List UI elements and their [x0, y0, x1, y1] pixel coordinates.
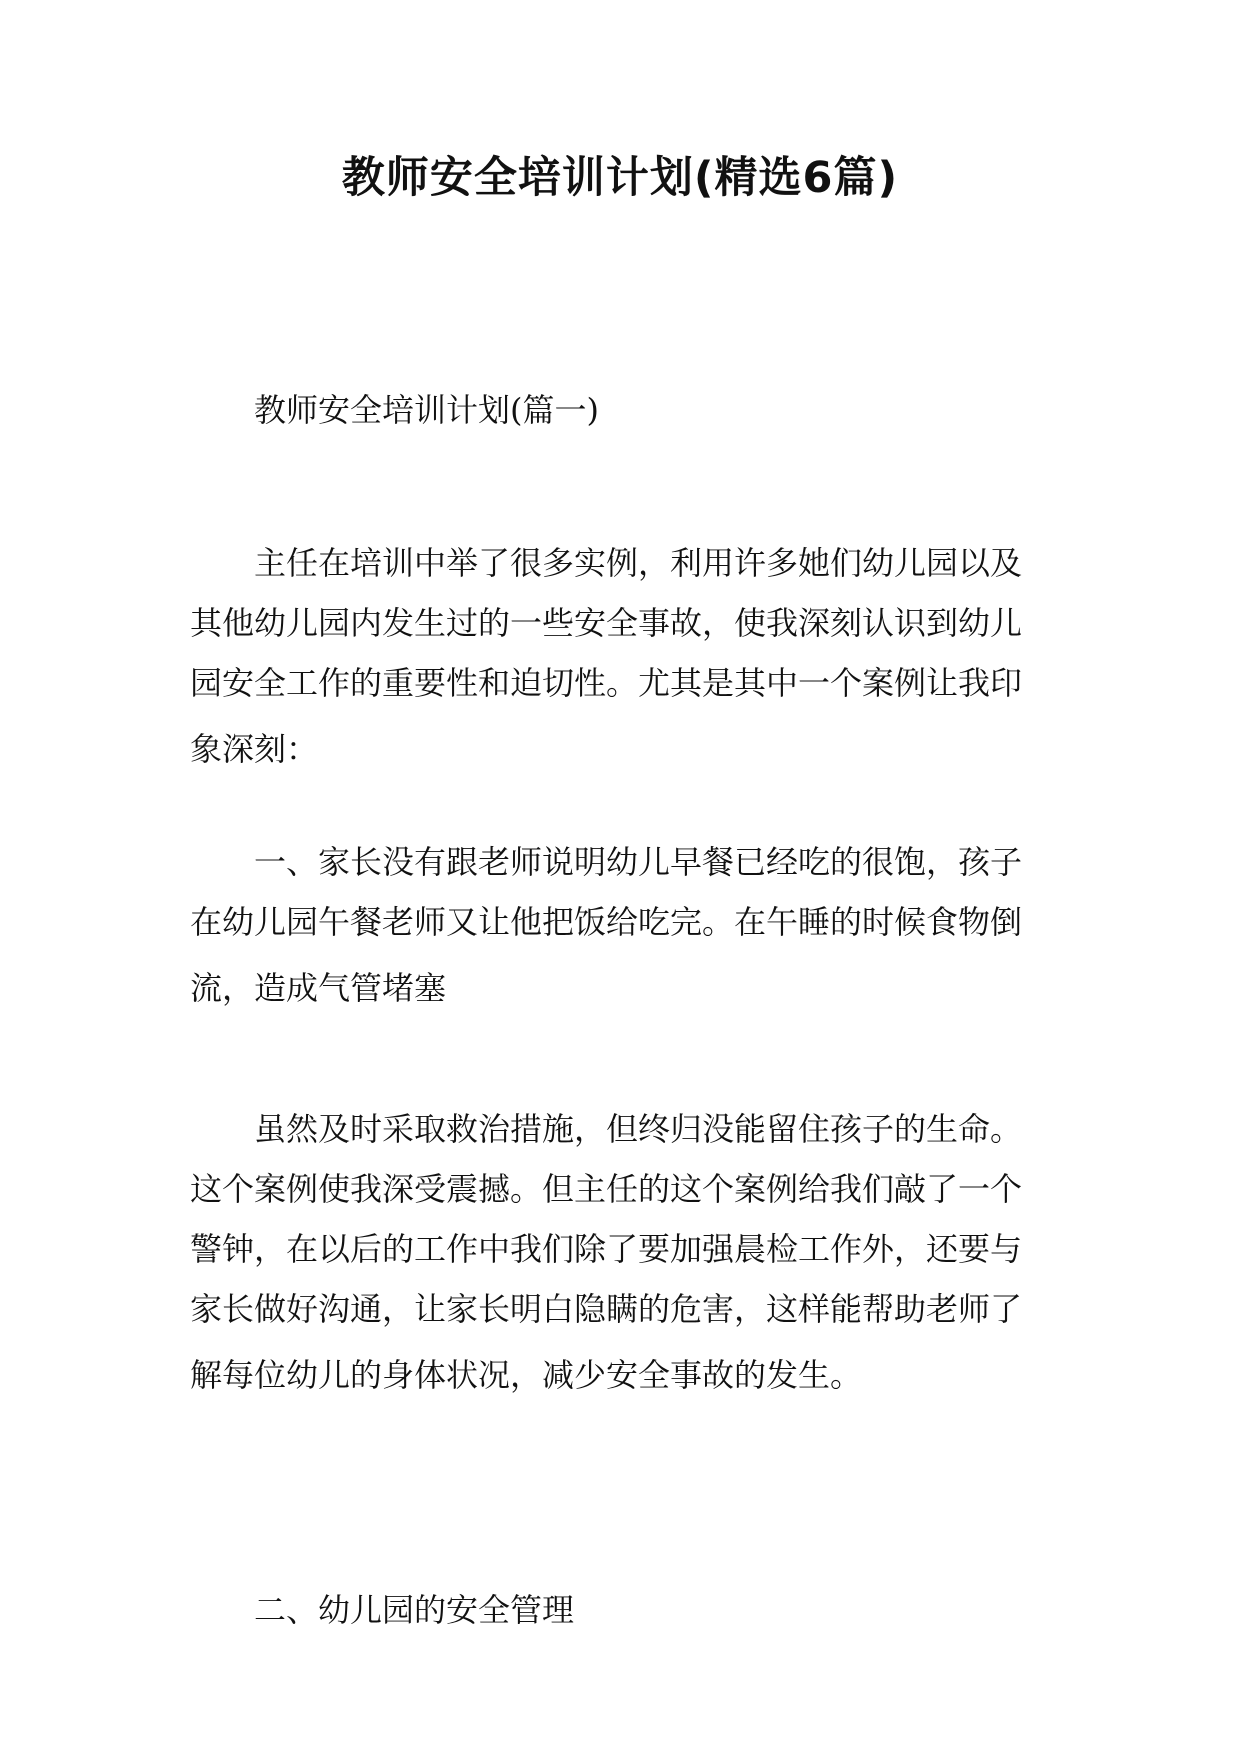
paragraph-3-line-5: 解每位幼儿的身体状况，减少安全事故的发生。 — [190, 1356, 863, 1394]
document-title: 教师安全培训计划(精选6篇) — [341, 153, 899, 203]
paragraph-3-line-2: 这个案例使我深受震撼。但主任的这个案例给我们敲了一个 — [190, 1170, 1023, 1208]
paragraph-3-line-1: 虽然及时采取救治措施，但终归没能留住孩子的生命。 — [254, 1110, 1023, 1148]
paragraph-1-line-4: 象深刻： — [190, 730, 319, 768]
paragraph-2-line-2: 在幼儿园午餐老师又让他把饭给吃完。在午睡的时候食物倒 — [190, 903, 1023, 941]
paragraph-1-line-1: 主任在培训中举了很多实例，利用许多她们幼儿园以及 — [254, 544, 1023, 582]
paragraph-3 — [190, 1099, 1050, 1405]
paragraph-2-line-1: 一、家长没有跟老师说明幼儿早餐已经吃的很饱，孩子 — [254, 843, 1023, 881]
paragraph-3-line-3: 警钟，在以后的工作中我们除了要加强晨检工作外，还要与 — [190, 1230, 1023, 1268]
paragraph-2-line-3: 流，造成气管堵塞 — [190, 969, 447, 1007]
paragraph-1-line-2: 其他幼儿园内发生过的一些安全事故，使我深刻认识到幼儿 — [190, 604, 1023, 642]
section-heading: 教师安全培训计划(篇一) — [254, 391, 599, 429]
paragraph-1 — [190, 533, 1050, 779]
paragraph-1-line-3: 园安全工作的重要性和迫切性。尤其是其中一个案例让我印 — [190, 664, 1023, 702]
paragraph-3-line-4: 家长做好沟通，让家长明白隐瞒的危害，这样能帮助老师了 — [190, 1290, 1023, 1328]
subheading: 二、幼儿园的安全管理 — [254, 1591, 575, 1629]
paragraph-2 — [190, 832, 1050, 1018]
